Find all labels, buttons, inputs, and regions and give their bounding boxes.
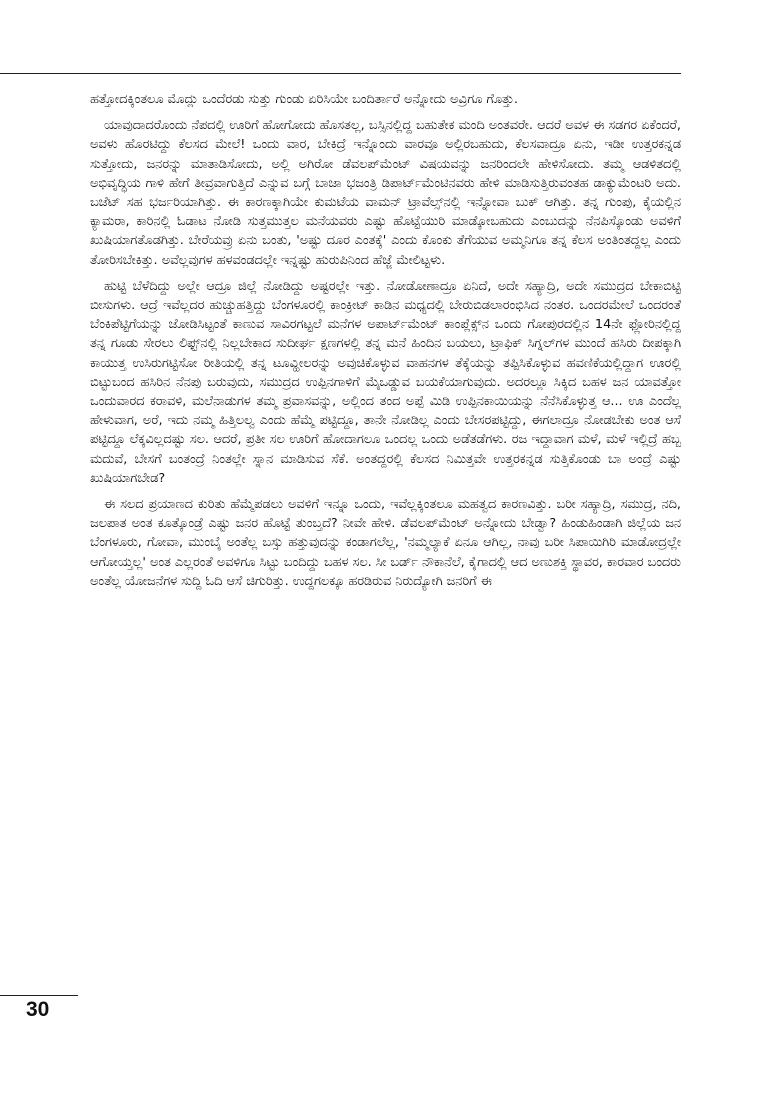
paragraph: ಹತ್ತೋದಕ್ಕಿಂತಲೂ ಮೊದ್ಲು ಒಂದೆರಡು ಸುತ್ತು ಗುಂಡು ಏರಿಸಿಯೇ ಬಂದಿರ್ತಾರೆ ಅನ್ನೋದು ಅವ್ರಿಗೂ ಗೊತ್ತು. [90, 92, 519, 107]
paragraph: ಈ ಸಲದ ಪ್ರಯಾಣದ ಕುರಿತು ಹೆಮ್ಮೆಪಡಲು ಅವಳಿಗೆ ಇನ್ನೂ ಒಂದು, ಇವೆಲ್ಲಕ್ಕಿಂತಲೂ ಮಹತ್ವದ ಕಾರಣವಿತ್ತು. ಬರೀ ಸಹ್ಯಾದ್ರಿ, ಸಮುದ್ರ, ನದಿ, ಜಲಪಾತ ಅಂತ ಕೂತ್ಕೊಂಡ್ರೆ ಎಷ್ಟು ಜನರ ಹೊಟ್ಟೆ ತುಂಬ್ತದೆ? ನೀವೇ ಹೇಳಿ. ಡೆವಲಪ್‌ಮೆಂಟ್ ಅನ್ನೋದು ಬೇಡ್ವಾ? ಹಿಂಡುಹಿಂಡಾಗಿ ಜಿಲ್ಲೆಯ ಜನ ಬೆಂಗಳೂರು, ಗೋವಾ, ಮುಂಬೈ ಅಂತೆಲ್ಲ ಬಸ್ಸು ಹತ್ತುವುದನ್ನು ಕಂಡಾಗಲೆಲ್ಲ, 'ನಮ್ಮಲ್ಯಾಕೆ ಏನೂ ಆಗಿಲ್ಲ, ನಾವು ಬರೀ ಸಿಪಾಯಿಗಿರಿ ಮಾಡೋದ್ರಲ್ಲೇ ಆಗೋಯ್ತಲ್ಲ' ಅಂತ ಎಲ್ಲರಂತೆ ಅವಳಿಗೂ ಸಿಟ್ಟು ಬಂದಿದ್ದು ಬಹಳ ಸಲ. ಸೀ ಬರ್ಡ್ ನೌಕಾನೆಲೆ, ಕೈಗಾದಲ್ಲಿ ಆದ ಅಣುಶಕ್ತಿ ಸ್ಥಾವರ, ಕಾರವಾರ ಬಂದರು ಅಂತೆಲ್ಲ ಯೋಜನೆಗಳ ಸುದ್ದಿ ಓದಿ ಆಸೆ ಚಿಗುರಿತ್ತು. ಉದ್ದಗಲಕ್ಕೂ ಹರಡಿರುವ ನಿರುದ್ಯೋಗಿ ಜನರಿಗೆ ಈ [90, 497, 681, 589]
page-body [90, 90, 681, 598]
footer-rule [0, 995, 78, 996]
paragraph: ಹುಟ್ಟಿ ಬೆಳೆದಿದ್ದು ಅಲ್ಲೇ ಆದ್ರೂ ಜಿಲ್ಲೆ ನೋಡಿದ್ದು ಅಷ್ಟರಲ್ಲೇ ಇತ್ತು. ನೋಡೋಣಾದ್ರೂ ಏನಿದೆ, ಅದೇ ಸಹ್ಯಾದ್ರಿ, ಅದೇ ಸಮುದ್ರದ ಬೇಕಾಬಿಟ್ಟಿ ಬೀಸುಗಳು. ಆದ್ರೆ ಇವೆಲ್ಲದರ ಹುಚ್ಚುಹತ್ತಿದ್ದು ಬೆಂಗಳೂರಲ್ಲಿ ಕಾಂಕ್ರೀಟ್ ಕಾಡಿನ ಮಧ್ಯದಲ್ಲಿ ಬೇರುಬಿಡಲಾರಂಭಿಸಿದ ನಂತರ. ಒಂದರಮೇಲೆ ಒಂದರಂತೆ ಬೆಂಕಿಪೆಟ್ಟಿಗೆಯನ್ನು ಜೋಡಿಸಿಟ್ಟಂತೆ ಕಾಣುವ ಸಾವಿರಗಟ್ಟಲೆ ಮನೆಗಳ ಅಪಾರ್ಟ್‌ಮೆಂಟ್ ಕಾಂಪ್ಲೆಕ್ಸ್‌ನ ಒಂದು ಗೋಪುರದಲ್ಲಿನ 14ನೇ ಫ್ಲೋರಿನಲ್ಲಿದ್ದ ತನ್ನ ಗೂಡು ಸೇರಲು ಲಿಫ್ಟ್‌ನಲ್ಲಿ ನಿಲ್ಲಬೇಕಾದ ಸುದೀರ್ಘ ಕ್ಷಣಗಳಲ್ಲಿ ತನ್ನ ಮನೆ ಹಿಂದಿನ ಬಯಲು, ಟ್ರಾಫಿಕ್ ಸಿಗ್ನಲ್‌ಗಳ ಮುಂದೆ ಹಸಿರು ದೀಪಕ್ಕಾಗಿ ಕಾಯುತ್ತ ಉಸಿರುಗಟ್ಟಿಸೋ ರೀತಿಯಲ್ಲಿ ತನ್ನ ಟೂವ್ಹೀಲರನ್ನು ಅವುಚಿಕೊಳ್ಳುವ ವಾಹನಗಳ ತೆಕ್ಕೆಯನ್ನು ತಪ್ಪಿಸಿಕೊಳ್ಳುವ ಹವಣಿಕೆಯಲ್ಲಿದ್ದಾಗ ಊರಲ್ಲಿ ಬಿಟ್ಟುಬಂದ ಹಸಿರಿನ ನೆನಪು ಬರುವುದು, ಸಮುದ್ರದ ಉಪ್ಪಿನಗಾಳಿಗೆ ಮೈಒಡ್ಡುವ ಬಯಕೆಯಾಗುವುದು. ಅದರಲ್ಲೂ ಸಿಕ್ಕಿದ ಬಹಳ ಜನ ಯಾವತ್ತೋ ಒಂದುವಾರದ ಕರಾವಳಿ, ಮಲೆನಾಡುಗಳ ತಮ್ಮ ಪ್ರವಾಸವನ್ನು, ಅಲ್ಲಿಂದ ತಂದ ಅಪ್ಪೆ ಮಿಡಿ ಉಪ್ಪಿನಕಾಯಿಯನ್ನು ನೆನೆಸಿಕೊಳ್ಳುತ್ತ ಆ... ಊ ಎಂದೆಲ್ಲ ಹೇಳುವಾಗ, ಅರೆ, ಇದು ನಮ್ಮ ಹಿತ್ತಿಲಲ್ವ ಎಂದು ಹೆಮ್ಮೆ ಪಟ್ಟಿದ್ದೂ, ತಾನೇ ನೋಡಿಲ್ಲ ಎಂದು ಬೇಸರಪಟ್ಟಿದ್ದು, ಈಗಲಾದ್ರೂ ನೋಡಬೇಕು ಅಂತ ಆಸೆ ಪಟ್ಟಿದ್ದೂ ಲೆಕ್ಕವಿಲ್ಲದಷ್ಟು ಸಲ. ಆದರೆ, ಪ್ರತೀ ಸಲ ಊರಿಗೆ ಹೋದಾಗಲೂ ಒಂದಲ್ಲ ಒಂದು ಅಡೆತಡೆಗಳು. ರಜ ಇದ್ದಾವಾಗ ಮಳೆ, ಮಳೆ ಇಲ್ಲಿದ್ರೆ ಹಬ್ಬ ಮದುವೆ, ಬೇಸಗೆ ಬಂತಂದ್ರೆ ನಿಂತಲ್ಲೇ ಸ್ನಾನ ಮಾಡಿಸುವ ಸೆಕೆ. ಅಂತದ್ದರಲ್ಲಿ ಕೆಲಸದ ನಿಮಿತ್ತವೇ ಉತ್ತರಕನ್ನಡ ಸುತ್ತಿಕೊಂಡು ಬಾ ಅಂದ್ರೆ ಎಷ್ಟು ಖುಷಿಯಾಗಬೇಡ? [90, 278, 681, 486]
header-rule [0, 73, 681, 74]
page-number: 30 [26, 998, 50, 1021]
paragraph: ಯಾವುದಾದರೊಂದು ನೆಪದಲ್ಲಿ ಊರಿಗೆ ಹೋಗೋದು ಹೊಸತಲ್ಲ, ಬಸ್ಸಿನಲ್ಲಿದ್ದ ಬಹುತೇಕ ಮಂದಿ ಅಂತವರೇ. ಆದರೆ ಅವಳ ಈ ಸಡಗರ ಏಕೆಂದರೆ, ಅವಳು ಹೊರಟಿದ್ದು ಕೆಲಸದ ಮೇಲೆ! ಒಂದು ವಾರ, ಬೇಕಿದ್ರೆ ಇನ್ನೊಂದು ವಾರವೂ ಅಲ್ಲಿರಬಹುದು, ಕೆಲಸವಾದ್ರೂ ಏನು, ಇಡೀ ಉತ್ತರಕನ್ನಡ ಸುತ್ತೋದು, ಜನರನ್ನು ಮಾತಾಡಿಸೋದು, ಅಲ್ಲಿ ಅಗಿರೋ ಡೆವಲಪ್‌ಮೆಂಟ್ ವಿಷಯವನ್ನು ಜನರಿಂದಲೇ ಹೇಳಿಸೋದು. ತಮ್ಮ ಆಡಳಿತದಲ್ಲಿ ಅಭಿವೃದ್ಧಿಯ ಗಾಳಿ ಹೇಗೆ ತೀವ್ರವಾಗುತ್ತಿದೆ ಎನ್ನುವ ಬಗ್ಗೆ ಬಾಜಾ ಭಜಂತ್ರಿ ಡಿಪಾರ್ಟ್‌ಮೆಂಟಿನವರು ಹೇಳಿ ಮಾಡಿಸುತ್ತಿರುವಂತಹ ಡಾಕ್ಯುಮೆಂಟರಿ ಅದು. ಬಜೆಟ್ ಸಹ ಭರ್ಜರಿಯಾಗಿತ್ತು. ಈ ಕಾರಣಕ್ಕಾಗಿಯೇ ಕುಮಟೆಯ ವಾಮನ್ ಟ್ರಾವೆಲ್ಸ್‌ನಲ್ಲಿ ಇನ್ನೋವಾ ಬುಕ್ ಆಗಿತ್ತು. ತನ್ನ ಗುಂಪು, ಕೈಯಲ್ಲಿನ ಕ್ಯಾಮರಾ, ಕಾರಿನಲ್ಲಿ ಓಡಾಟ ನೋಡಿ ಸುತ್ತಮುತ್ತಲ ಮನೆಯವರು ಎಷ್ಟು ಹೊಟ್ಟೆಯುರಿ ಮಾಡ್ಕೋಬಹುದು ಎಂಬುದನ್ನು ನೆನಪಿಸ್ಕೊಂಡು ಅವಳಿಗೆ ಖುಷಿಯಾಗತೊಡಗಿತ್ತು. ಬೇರೆಯವ್ರು ಏನು ಬಂತು, 'ಅಷ್ಟು ದೂರ ಎಂತಕ್ಕೆ' ಎಂದು ಕೊಂಕು ತೆಗೆಯುವ ಅಮ್ಮನಿಗೂ ತನ್ನ ಕೆಲಸ ಅಂತಿಂತದ್ದಲ್ಲ ಎಂದು ತೋರಿಸಬೇಕಿತ್ತು. ಅವೆಲ್ಲವುಗಳ ಹಳವಂಡದಲ್ಲೇ ಇನ್ನಷ್ಟು ಹುರುಪಿನಿಂದ ಹೆಜ್ಜೆ ಮೇಲಿಟ್ಟಳು. [90, 118, 681, 268]
